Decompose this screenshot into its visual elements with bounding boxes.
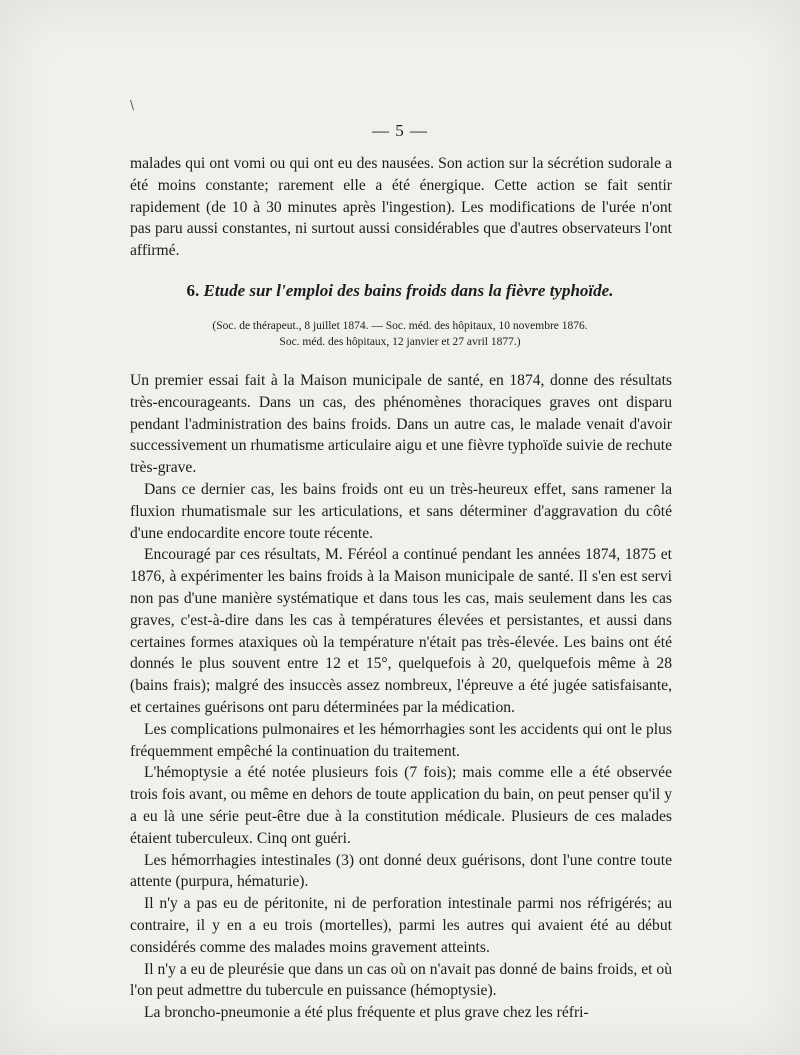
paragraph: Encouragé par ces résultats, M. Féréol a continué pendant les années 1874, 1875 et 1876, à expérimenter les bains froids à la Maison municipale de santé. Il s'en est servi non pas d'une manière systématique et dans tous les cas, mais seulement dans les cas graves, c'est-à-dire dans les cas à températures élevées et persistantes, et aussi dans certaines formes ataxiques où la température n'était pas très-élevée. Les bains ont été donnés le plus souvent entre 12 et 15°, quelquefois à 20, quelquefois même à 28 (bains frais); malgré des insuccès assez nombreux, l'épreuve a été jugée satisfaisante, et certaines guérisons ont paru déterminées par la médication. [130, 546, 672, 716]
section-number: 6. [186, 281, 200, 300]
section-references [0, 318, 800, 350]
paragraph: Les hémorrhagies intestinales (3) ont donné deux guérisons, dont l'une contre toute attente (purpura, hématurie). [130, 851, 672, 891]
page-number: — 5 — [372, 121, 428, 140]
reference-line-2: Soc. méd. des hôpitaux, 12 janvier et 27 avril 1877.) [279, 336, 521, 348]
paragraph: L'hémoptysie a été notée plusieurs fois (7 fois); mais comme elle a été observée trois fois avant, ou même en dehors de toute application du bain, on peut penser qu'il y a eu là une série peut-être due à la constitution médicale. Plusieurs de ces malades étaient tuberculeux. Cinq ont guéri. [130, 764, 672, 847]
paragraph: Dans ce dernier cas, les bains froids ont eu un très-heureux effet, sans ramener la fluxion rhumatismale sur les articulations, et sans déterminer d'aggravation du côté d'une endocardite encore toute récente. [130, 480, 672, 542]
body-text [130, 370, 672, 1024]
paragraph: Les complications pulmonaires et les hémorrhagies sont les accidents qui ont le plus fréquemment empêché la continuation du traitement. [130, 720, 672, 760]
intro-paragraph-block [130, 153, 672, 262]
reference-line-1: (Soc. de thérapeut., 8 juillet 1874. — Soc. méd. des hôpitaux, 10 novembre 1876. [212, 320, 588, 332]
paragraph: Il n'y a pas eu de péritonite, ni de perforation intestinale parmi nos réfrigérés; au contraire, il y en a eu trois (mortelles), parmi les autres qui avaient été au début considérés comme des malades moins gravement atteints. [130, 895, 672, 956]
intro-paragraph: malades qui ont vomi ou qui ont eu des nausées. Son action sur la sécrétion sudorale a été moins constante; rarement elle a été énergique. Cette action se fait sentir rapidement (de 10 à 30 minutes après l'ingestion). Les modifications de l'urée n'ont pas paru aussi constantes, ni surtout aussi considérables que d'autres observateurs l'ont affirmé. [130, 155, 672, 260]
section-title: Etude sur l'emploi des bains froids dans la fièvre typhoïde. [203, 281, 614, 300]
margin-mark: \ [130, 98, 135, 112]
section-heading [0, 281, 800, 301]
paragraph: La broncho-pneumonie a été plus fréquente et plus grave chez les réfri- [144, 1004, 589, 1022]
paragraph: Il n'y a eu de pleurésie que dans un cas où on n'avait pas donné de bains froids, et où l'on peut admettre du tubercule en puissance (hémoptysie). [130, 960, 672, 1000]
paragraph: Un premier essai fait à la Maison municipale de santé, en 1874, donne des résultats très-encourageants. Dans un cas, des phénomènes thoraciques graves ont disparu pendant l'administration des bains froids. Dans un autre cas, le malade venait d'avoir successivement un rhumatisme articulaire aigu et une fièvre typhoïde suivie de rechute très-grave. [130, 372, 672, 477]
